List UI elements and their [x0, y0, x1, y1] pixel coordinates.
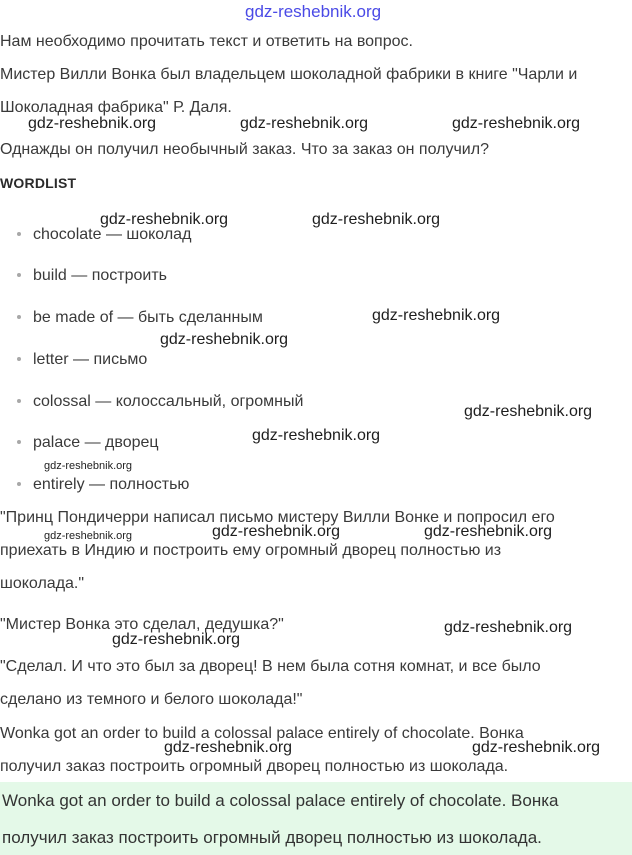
watermark: gdz-reshebnik.org [464, 403, 593, 420]
intro-line-2: Мистер Вилли Вонка был владельцем шоколадной фабрики в книге "Чарли и [0, 66, 578, 83]
bullet-icon [17, 232, 21, 236]
wordlist-title: WORDLIST [0, 175, 77, 191]
watermark: gdz-reshebnik.org [44, 460, 133, 472]
quote-3-line-1: "Сделал. И что это был за дворец! В нем была сотня комнат, и все было [0, 658, 541, 675]
intro-line-1: Нам необходимо прочитать текст и ответить на вопрос. [0, 33, 413, 50]
bullet-icon [17, 357, 21, 361]
result-line-2: получил заказ построить огромный дворец полностью из шоколада. [0, 758, 509, 775]
watermark: gdz-reshebnik.org [472, 739, 601, 756]
watermark: gdz-reshebnik.org [100, 211, 229, 228]
bullet-icon [17, 273, 21, 277]
watermark: gdz-reshebnik.org [212, 523, 341, 540]
watermark: gdz-reshebnik.org [112, 631, 241, 648]
quote-1-line-1: "Принц Пондичерри написал письмо мистеру Вилли Вонке и попросил его [0, 509, 555, 526]
watermark: gdz-reshebnik.org [372, 307, 501, 324]
result-line-1: Wonka got an order to build a colossal palace entirely of chocolate. Вонка [0, 725, 524, 742]
watermark: gdz-reshebnik.org [240, 115, 369, 132]
watermark: gdz-reshebnik.org [424, 523, 553, 540]
quote-3-line-2: сделано из темного и белого шоколада!" [0, 691, 303, 708]
intro-line-3: Шоколадная фабрика" Р. Даля. [0, 99, 232, 116]
answer-box [0, 782, 632, 855]
quote-1-line-3: шоколада." [0, 575, 85, 592]
watermark: gdz-reshebnik.org [160, 331, 289, 348]
watermark-top: gdz-reshebnik.org [245, 2, 382, 21]
watermark: gdz-reshebnik.org [44, 530, 133, 542]
watermark: gdz-reshebnik.org [164, 739, 293, 756]
bullet-icon [17, 482, 21, 486]
bullet-icon [17, 399, 21, 403]
answer-line-2: получил заказ построить огромный дворец полностью из шоколада. [2, 828, 542, 847]
watermark: gdz-reshebnik.org [452, 115, 581, 132]
answer-line-1: Wonka got an order to build a colossal palace entirely of chocolate. Вонка [2, 791, 559, 810]
bullet-icon [17, 315, 21, 319]
bullet-icon [17, 440, 21, 444]
intro-line-4: Однажды он получил необычный заказ. Что за заказ он получил? [0, 141, 489, 158]
watermark: gdz-reshebnik.org [312, 211, 441, 228]
watermark: gdz-reshebnik.org [252, 427, 381, 444]
quote-2: "Мистер Вонка это сделал, дедушка?" [0, 616, 284, 633]
watermark: gdz-reshebnik.org [28, 115, 157, 132]
watermark: gdz-reshebnik.org [444, 619, 573, 636]
quote-1-line-2: приехать в Индию и построить ему огромный дворец полностью из [0, 542, 502, 559]
